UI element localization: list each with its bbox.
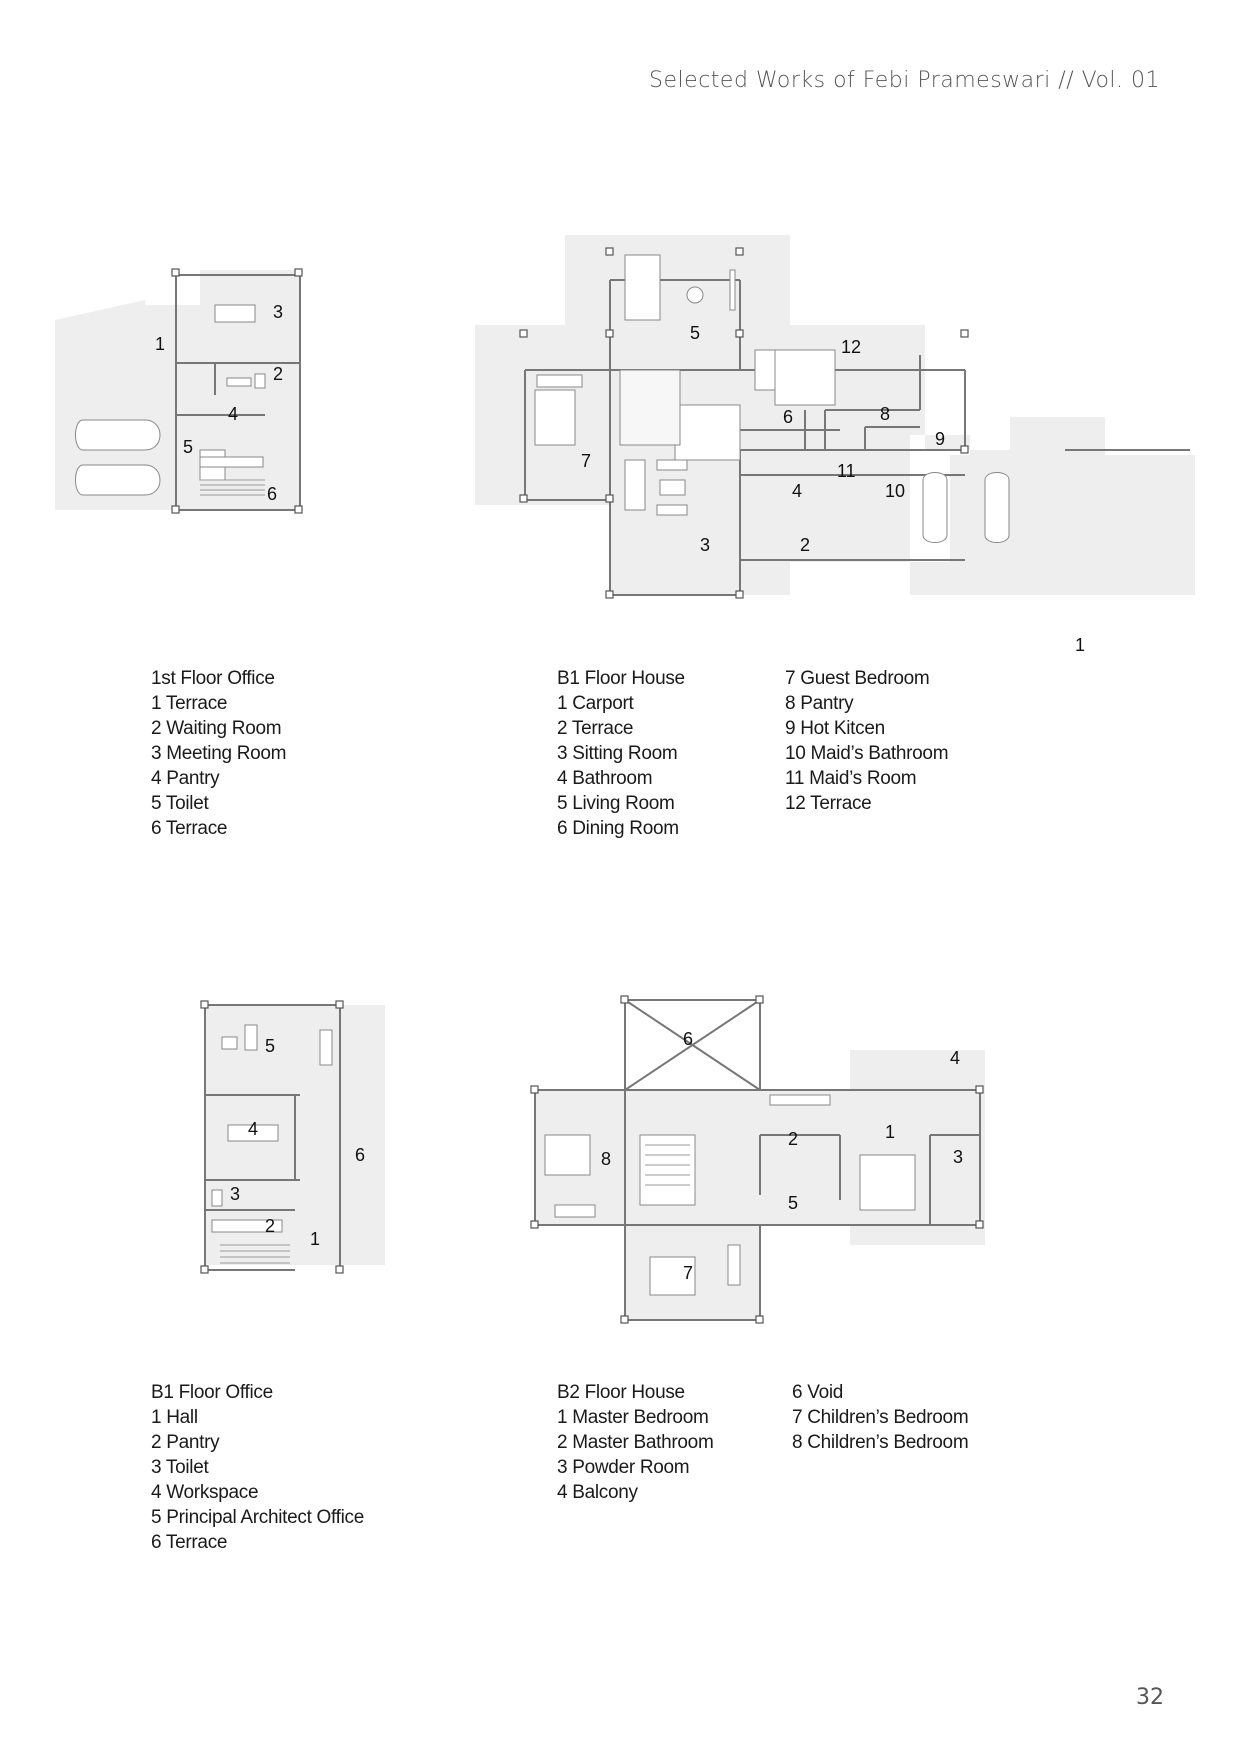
legend-item: 4 Workspace: [151, 1482, 259, 1503]
plan-b1-floor-house: [475, 235, 1195, 715]
legend-item: 3 Powder Room: [557, 1457, 690, 1478]
room-mark: 3: [700, 535, 711, 555]
floor-plan-drawing: [55, 270, 355, 560]
room-mark: 4: [792, 481, 803, 501]
legend-item: 1 Terrace: [151, 693, 228, 714]
legend-item: 3 Meeting Room: [151, 743, 287, 764]
room-mark: 5: [690, 323, 701, 343]
legend-item: 7 Guest Bedroom: [785, 668, 930, 689]
legend-1st-floor-office: [151, 666, 286, 841]
room-mark: 7: [581, 451, 592, 471]
legend-item: 11 Maid’s Room: [785, 768, 917, 789]
floor-plan-drawing: [200, 995, 400, 1285]
room-mark: 2: [800, 535, 811, 555]
legend-item: 5 Living Room: [557, 793, 675, 814]
room-mark: 8: [601, 1149, 612, 1169]
legend-item: 8 Pantry: [785, 693, 854, 714]
page-header: Selected Works of Febi Prameswari // Vol. 01: [649, 68, 1160, 93]
legend-item: 7 Children’s Bedroom: [792, 1407, 969, 1428]
room-mark: 4: [950, 1048, 961, 1068]
room-mark: 9: [935, 429, 946, 449]
legend-item: 2 Waiting Room: [151, 718, 282, 739]
legend-title: 1st Floor Office: [151, 668, 275, 689]
room-mark: 1: [1075, 635, 1086, 655]
legend-b2-floor-house-col1: [557, 1380, 713, 1505]
room-mark: 12: [841, 337, 862, 357]
room-mark: 5: [788, 1193, 799, 1213]
legend-item: 10 Maid’s Bathroom: [785, 743, 949, 764]
room-mark: 6: [783, 407, 794, 427]
room-mark: 6: [267, 484, 278, 504]
room-mark: 5: [265, 1036, 276, 1056]
room-mark: 1: [155, 334, 166, 354]
plan-b2-floor-house: [530, 995, 1000, 1335]
floor-plan-drawing: [475, 235, 1195, 715]
room-mark: 2: [265, 1216, 276, 1236]
room-mark: 6: [355, 1145, 366, 1165]
legend-item: 2 Pantry: [151, 1432, 220, 1453]
floor-plan-drawing: [530, 995, 1000, 1335]
room-mark: 6: [683, 1029, 694, 1049]
room-mark: 2: [788, 1129, 799, 1149]
legend-item: 6 Void: [792, 1382, 844, 1403]
room-mark: 1: [310, 1229, 321, 1249]
room-mark: 3: [230, 1184, 241, 1204]
legend-item: 1 Master Bedroom: [557, 1407, 709, 1428]
legend-item: 9 Hot Kitcen: [785, 718, 885, 739]
page-number: 32: [1136, 1685, 1164, 1710]
legend-item: 5 Principal Architect Office: [151, 1507, 365, 1528]
room-mark: 4: [248, 1119, 259, 1139]
legend-item: 12 Terrace: [785, 793, 872, 814]
room-mark: 11: [837, 461, 856, 481]
legend-item: 4 Balcony: [557, 1482, 638, 1503]
legend-title: B1 Floor House: [557, 668, 685, 689]
room-mark: 2: [273, 364, 284, 384]
legend-item: 1 Carport: [557, 693, 634, 714]
plan-1st-floor-office: [55, 270, 355, 560]
legend-item: 6 Dining Room: [557, 818, 679, 839]
legend-item: 6 Terrace: [151, 818, 228, 839]
legend-b1-floor-house-col2: [785, 666, 948, 816]
legend-item: 8 Children’s Bedroom: [792, 1432, 969, 1453]
room-mark: 1: [885, 1122, 896, 1142]
legend-item: 5 Toilet: [151, 793, 209, 814]
legend-item: 3 Toilet: [151, 1457, 209, 1478]
legend-item: 6 Terrace: [151, 1532, 228, 1553]
legend-item: 4 Pantry: [151, 768, 220, 789]
room-mark: 10: [885, 481, 906, 501]
room-mark: 7: [683, 1263, 694, 1283]
room-mark: 3: [953, 1147, 964, 1167]
legend-title: B2 Floor House: [557, 1382, 685, 1403]
legend-item: 2 Terrace: [557, 718, 634, 739]
room-mark: 5: [183, 437, 194, 457]
room-mark: 4: [228, 404, 239, 424]
legend-item: 2 Master Bathroom: [557, 1432, 714, 1453]
legend-title: B1 Floor Office: [151, 1382, 273, 1403]
room-mark: 3: [273, 302, 284, 322]
legend-item: 3 Sitting Room: [557, 743, 678, 764]
legend-b2-floor-house-col2: [792, 1380, 968, 1455]
legend-item: 4 Bathroom: [557, 768, 653, 789]
legend-b1-floor-house-col1: [557, 666, 685, 841]
legend-item: 1 Hall: [151, 1407, 198, 1428]
plan-b1-floor-office: [200, 995, 400, 1285]
room-mark: 8: [880, 404, 891, 424]
legend-b1-floor-office: [151, 1380, 364, 1555]
